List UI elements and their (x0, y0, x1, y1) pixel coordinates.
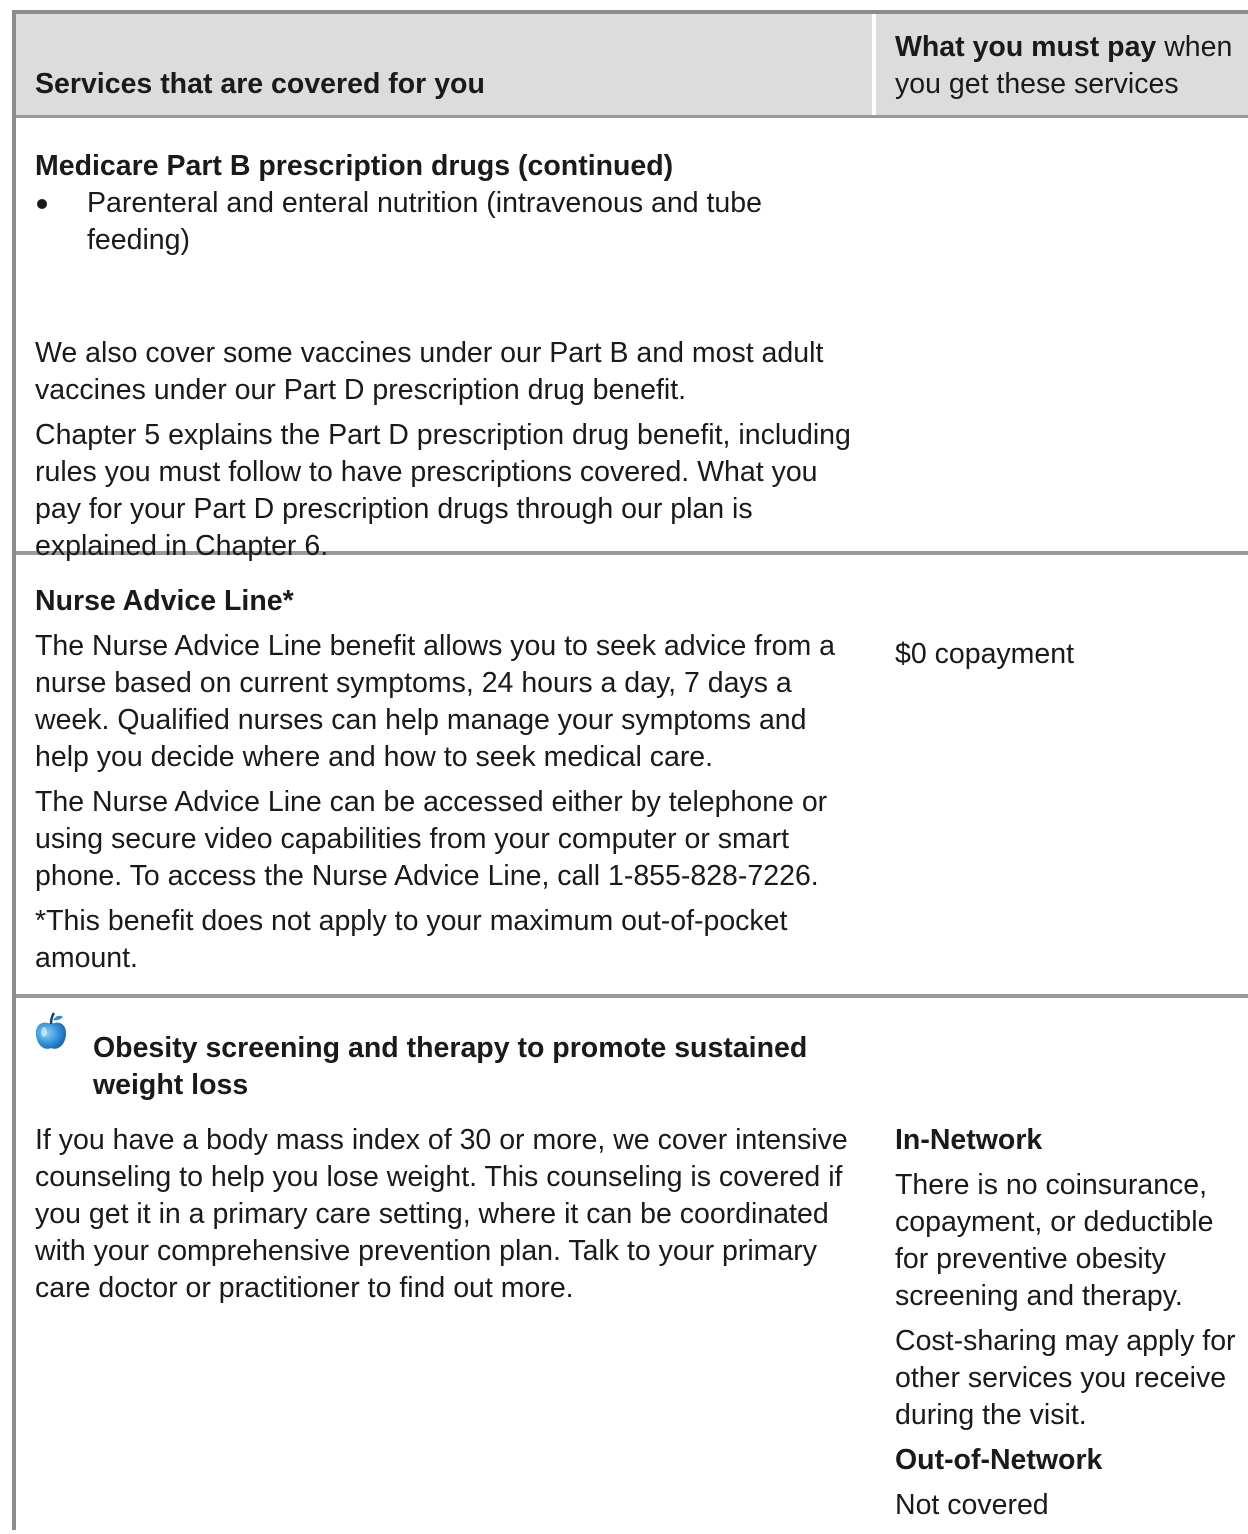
header-pay-bold: What you must pay (895, 31, 1157, 63)
paragraph: The Nurse Advice Line can be accessed either by telephone or using secure video capabilities from your computer or smart phone. To access the Nurse Advice Line, call 1-855-828-7226. (35, 786, 828, 892)
table-row (16, 555, 1248, 998)
paragraph: If you have a body mass index of 30 or more, we cover intensive counseling to help you lose weight. This counseling is covered if you get it in a primary care setting, where it can be coordinated with your comprehensive prevention plan. Talk to your primary care doctor or practitioner to find out more. (35, 1124, 848, 1304)
pay-value: $0 copayment (895, 638, 1075, 670)
services-cell (35, 1122, 865, 1307)
apple-icon (34, 1012, 68, 1052)
pay-text: Not covered (895, 1489, 1049, 1521)
column-divider (872, 118, 875, 551)
benefits-table (12, 10, 1248, 1530)
row-title: Nurse Advice Line* (35, 585, 294, 617)
header-services (35, 66, 865, 103)
list-item (35, 185, 865, 259)
pay-cell (895, 1122, 1245, 1524)
table-row (16, 998, 1248, 1534)
list-item-text: Parenteral and enteral nutrition (intravenous and tube feeding) (87, 187, 762, 256)
services-cell (35, 148, 865, 565)
services-cell (35, 583, 865, 977)
pay-text: Cost-sharing may apply for other services you receive during the visit. (895, 1325, 1236, 1431)
header-pay (895, 29, 1245, 103)
row-title: Obesity screening and therapy to promote sustained weight loss (93, 1032, 808, 1101)
out-network-label: Out-of-Network (895, 1444, 1103, 1476)
header-services-label: Services that are covered for you (35, 68, 485, 100)
bullet-dot (37, 199, 47, 209)
row-title-wrap (93, 1030, 853, 1104)
pay-cell (895, 636, 1245, 673)
header-pay-rest: when you get these services (895, 31, 1233, 100)
table-header (16, 14, 1248, 118)
row-title: Medicare Part B prescription drugs (continued) (35, 150, 674, 182)
paragraph: We also cover some vaccines under our Part B and most adult vaccines under our Part D prescription drug benefit. (35, 337, 824, 406)
column-divider (872, 14, 876, 115)
paragraph: *This benefit does not apply to your maximum out-of-pocket amount. (35, 905, 788, 974)
pay-text: There is no coinsurance, copayment, or deductible for preventive obesity screening and therapy. (895, 1169, 1214, 1312)
paragraph: The Nurse Advice Line benefit allows you to seek advice from a nurse based on current symptoms, 24 hours a day, 7 days a week. Qualified nurses can help manage your symptoms and help you decide where and how to seek medical care. (35, 630, 836, 773)
in-network-label: In-Network (895, 1124, 1043, 1156)
paragraph: Chapter 5 explains the Part D prescription drug benefit, including rules you must follow to have prescriptions covered. What you pay for your Part D prescription drugs through our plan is explained in Chapter 6. (35, 419, 851, 562)
table-row (16, 118, 1248, 562)
